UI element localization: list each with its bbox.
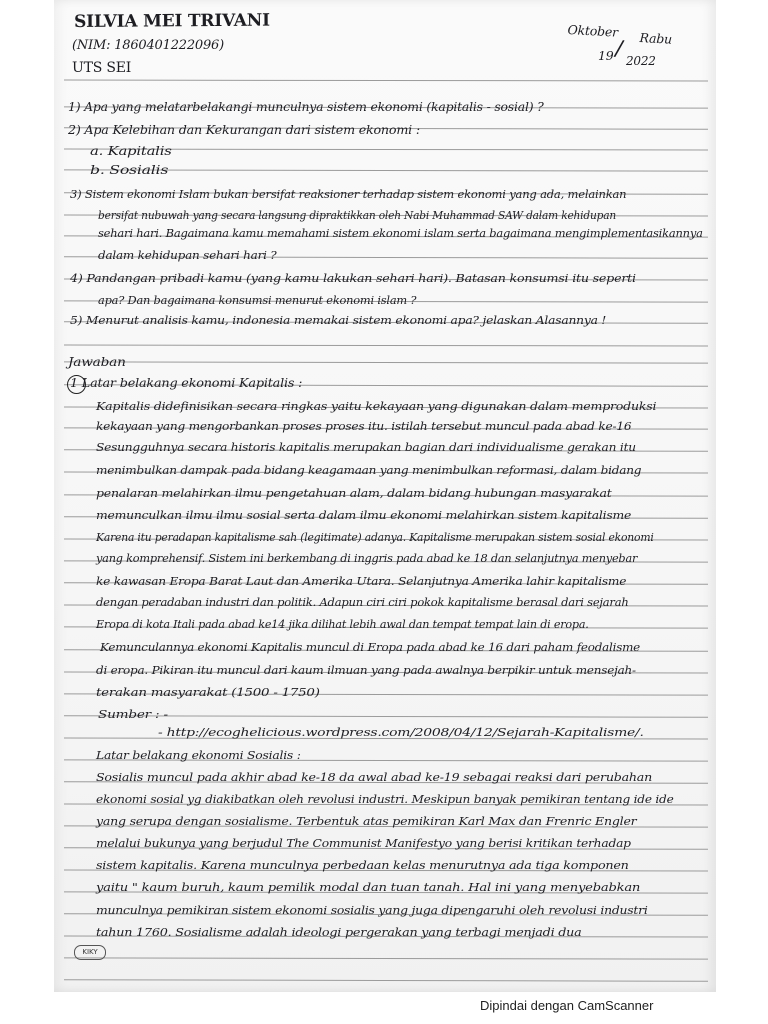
handwritten-line: Sumber : - [98,707,168,721]
handwritten-line: yang serupa dengan sosialisme. Terbentuk atas pemikiran Karl Max dan Frenric Engler [96,815,637,828]
handwritten-line: 4) Pandangan pribadi kamu (yang kamu lakukan sehari hari). Batasan konsumsi itu seperti [70,271,636,285]
handwritten-line: munculnya pemikiran sistem ekonomi sosialis yang juga dipengaruhi oleh revolusi industri [96,904,648,917]
handwritten-line: Kapitalis didefinisikan secara ringkas yaitu kekayaan yang digunakan dalam memproduksi [96,399,657,413]
handwritten-line: 1) Apa yang melatarbelakangi munculnya sistem ekonomi (kapitalis - sosial) ? [68,99,544,114]
handwritten-line: Latar belakang ekonomi Sosialis : [96,748,301,762]
date-year: 2022 [626,54,656,68]
ruled-line [64,361,708,363]
handwritten-line: tahun 1760. Sosialisme adalah ideologi pergerakan yang terbagi menjadi dua [96,926,582,939]
handwritten-line: terakan masyarakat (1500 - 1750) [96,686,320,699]
handwritten-line: yaitu " kaum buruh, kaum pemilik modal dan tuan tanah. Hal ini yang menyebabkan [96,881,641,894]
handwritten-line: menimbulkan dampak pada bidang keagamaan yang menimbulkan reformasi, dalam bidang [96,464,642,477]
handwritten-line: Jawaban [68,354,126,369]
handwritten-line: - http://ecoghelicious.wordpress.com/2008/04/12/Sejarah-Kapitalisme/. [158,725,644,739]
handwritten-line: Kemunculannya ekonomi Kapitalis muncul di Eropa pada abad ke 16 dari paham feodalisme [100,641,641,654]
handwritten-line: ekonomi sosial yg diakibatkan oleh revolusi industri. Meskipun banyak pemikiran tentang ide ide [96,793,674,806]
handwritten-line: yang komprehensif. Sistem ini berkembang di inggris pada abad ke 18 dan selanjutnya menyebar [96,552,638,565]
handwritten-line: 1 Latar belakang ekonomi Kapitalis : [70,376,303,390]
handwritten-line: Sesungguhnya secara historis kapitalis merupakan bagian dari individualisme gerakan itu [96,441,636,454]
student-name: SILVIA MEI TRIVANI [74,10,270,32]
handwritten-line: 5) Menurut analisis kamu, indonesia memakai sistem ekonomi apa? jelaskan Alasannya ! [70,313,607,327]
ruled-line [64,80,708,82]
student-nim: (NIM: 1860401222096) [72,38,225,53]
ruled-line [64,957,708,959]
ruled-line [64,979,708,982]
handwritten-line: a. Kapitalis [90,143,172,158]
notebook-brand-stamp: KIKY [74,945,106,960]
handwritten-line: b. Sosialis [90,162,169,177]
handwritten-line: melalui bukunya yang berjudul The Communist Manifestyo yang berisi kritikan terhadap [96,837,631,850]
date-day-name: Rabu [639,30,673,47]
camscanner-watermark: Dipindai dengan CamScanner [480,998,654,1013]
handwritten-line: ke kawasan Eropa Barat Laut dan Amerika Utara. Selanjutnya Amerika lahir kapitalisme [96,575,627,588]
handwritten-line: penalaran melahirkan ilmu pengetahuan alam, dalam bidang hubungan masyarakat [96,487,612,500]
handwritten-line: sehari hari. Bagaimana kamu memahami sistem ekonomi islam serta bagaimana mengimplementasikannya [98,227,703,240]
date-month: Oktober [567,22,619,40]
handwritten-line: Eropa di kota Itali pada abad ke14 jika dilihat lebih awal dan tempat tempat lain di eropa. [96,618,589,631]
handwritten-line: bersifat nubuwah yang secara langsung dipraktikkan oleh Nabi Muhammad SAW dalam kehidupan [98,208,617,222]
handwritten-line: dalam kehidupan sehari hari ? [98,248,277,262]
exam-title: UTS SEI [72,60,132,76]
handwritten-line: sistem kapitalis. Karena munculnya perbedaan kelas menurutnya ada tiga komponen [96,859,629,872]
handwritten-line: 2) Apa Kelebihan dan Kekurangan dari sistem ekonomi : [68,122,420,137]
ruled-line [64,345,708,347]
handwritten-line: apa? Dan bagaimana konsumsi menurut ekonomi islam ? [98,293,417,307]
date-slash: / [612,36,626,62]
handwritten-line: 3) Sistem ekonomi Islam bukan bersifat reaksioner terhadap sistem ekonomi yang ada, melainkan [70,187,627,201]
handwritten-line: Karena itu peradapan kapitalisme sah (legitimate) adanya. Kapitalisme merupakan sistem sosial ekonomi [96,531,654,544]
date-day-number: 19 [598,48,614,63]
handwritten-line: dengan peradaban industri dan politik. Adapun ciri ciri pokok kapitalisme berasal dari sejarah [96,596,629,609]
handwritten-line: Sosialis muncul pada akhir abad ke-18 da awal abad ke-19 sebagai reaksi dari perubahan [96,771,653,784]
handwritten-line: memunculkan ilmu ilmu sosial serta dalam ilmu ekonomi melahirkan sistem kapitalisme [96,509,632,522]
handwritten-line: kekayaan yang mengorbankan proses proses itu. istilah tersebut muncul pada abad ke-16 [96,420,632,433]
handwritten-line: di eropa. Pikiran itu muncul dari kaum ilmuan yang pada awalnya berpikir untuk mensejah- [96,664,636,677]
